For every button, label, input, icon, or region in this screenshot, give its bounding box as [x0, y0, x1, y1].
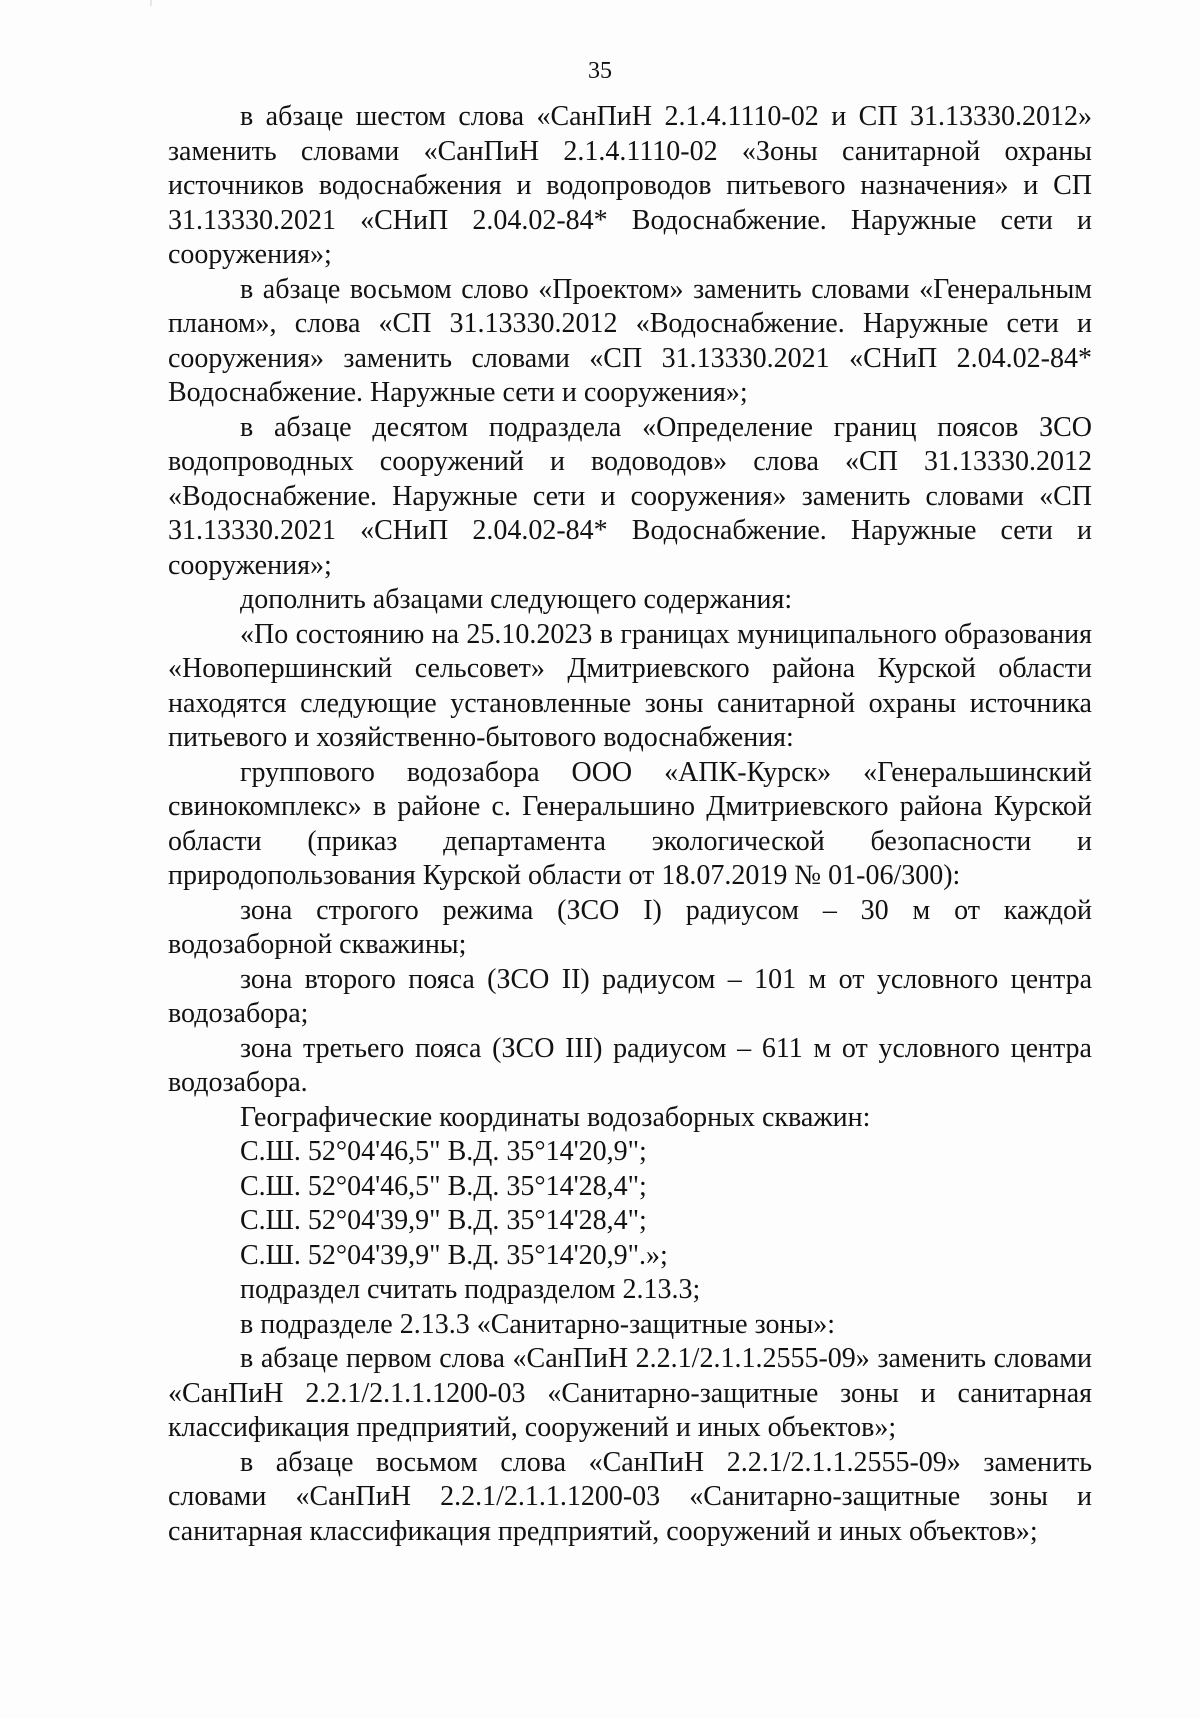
- page-number: 35: [588, 58, 612, 84]
- paragraph-3: в абзаце десятом подраздела «Определение границ поясов ЗСО водопроводных сооружений и водоводов» слова «СП 31.13330.2012 «Водоснабжение. Наружные сети и сооружения» заменить словами «СП 31.13330.2021 «СНиП 2.04.02-84* Водоснабжение. Наружные сети и сооружения»;: [168, 411, 1092, 581]
- coordinate-line-1: С.Ш. 52°04'46,5" В.Д. 35°14'20,9";: [240, 1136, 647, 1167]
- paragraph-6: группового водозабора ООО «АПК-Курск» «Генеральшинский свинокомплекс» в районе с. Генеральшино Дмитриевского района Курской области (приказ департамента экологической безопасности и природопользования Курской области от 18.07.2019 № 01-06/300):: [168, 756, 1092, 891]
- coordinate-line-2: С.Ш. 52°04'46,5" В.Д. 35°14'28,4";: [240, 1170, 647, 1202]
- document-body: [168, 100, 1092, 1549]
- scan-artifact: [150, 0, 152, 6]
- paragraph-1: в абзаце шестом слова «СанПиН 2.1.4.1110-02 и СП 31.13330.2012» заменить словами «СанПиН 2.1.4.1110-02 «Зоны санитарной охраны источников водоснабжения и водопроводов питьевого назначения» и СП 31.13330.2021 «СНиП 2.04.02-84* Водоснабжение. Наружные сети и сооружения»;: [168, 101, 1092, 270]
- paragraph-4: дополнить абзацами следующего содержания:: [240, 584, 793, 615]
- coordinate-line-4: С.Ш. 52°04'39,9" В.Д. 35°14'20,9".»;: [240, 1239, 668, 1271]
- paragraph-9: зона третьего пояса (ЗСО III) радиусом – 611 м от условного центра водозабора.: [168, 1032, 1092, 1098]
- paragraph-16: в подразделе 2.13.3 «Санитарно-защитные зоны»:: [240, 1308, 836, 1340]
- paragraph-18: в абзаце восьмом слова «СанПиН 2.2.1/2.1.1.2555-09» заменить словами «СанПиН 2.2.1/2.1.1.1200-03 «Санитарно-защитные зоны и санитарная классификация предприятий, сооружений и иных объектов»;: [168, 1446, 1092, 1547]
- paragraph-7: зона строгого режима (ЗСО I) радиусом – 30 м от каждой водозаборной скважины;: [168, 894, 1092, 960]
- paragraph-15: подраздел считать подразделом 2.13.3;: [240, 1274, 701, 1305]
- paragraph-10: Географические координаты водозаборных скважин:: [240, 1101, 871, 1133]
- paragraph-2: в абзаце восьмом слово «Проектом» заменить словами «Генеральным планом», слова «СП 31.13330.2012 «Водоснабжение. Наружные сети и сооружения» заменить словами «СП 31.13330.2021 «СНиП 2.04.02-84* Водоснабжение. Наружные сети и сооружения»;: [168, 273, 1092, 408]
- coordinate-line-3: С.Ш. 52°04'39,9" В.Д. 35°14'28,4";: [240, 1205, 647, 1236]
- paragraph-17: в абзаце первом слова «СанПиН 2.2.1/2.1.1.2555-09» заменить словами «СанПиН 2.2.1/2.1.1.1200-03 «Санитарно-защитные зоны и санитарная классификация предприятий, сооружений и иных объектов»;: [168, 1343, 1092, 1443]
- paragraph-8: зона второго пояса (ЗСО II) радиусом – 101 м от условного центра водозабора;: [168, 963, 1092, 1029]
- paragraph-5: «По состоянию на 25.10.2023 в границах муниципального образования «Новопершинский сельсовет» Дмитриевского района Курской области находятся следующие установленные зоны санитарной охраны источника питьевого и хозяйственно-бытового водоснабжения:: [168, 618, 1092, 753]
